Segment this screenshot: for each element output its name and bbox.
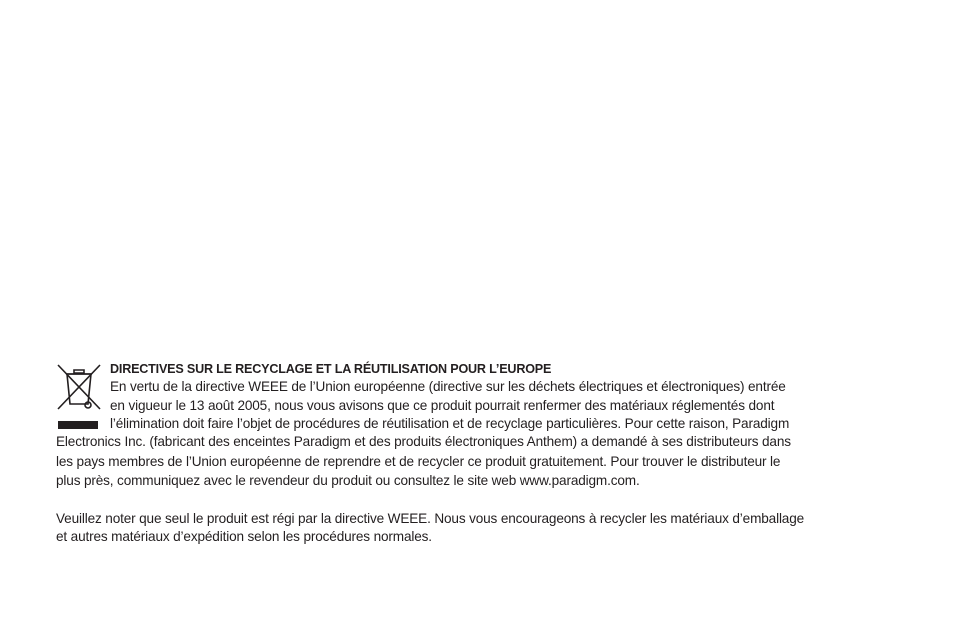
paragraph-line: Electronics Inc. (fabricant des enceintes Paradigm et des produits électroniques Anthem) a demandé à ses distributeurs dans	[56, 434, 791, 449]
paragraph-line: plus près, communiquez avec le revendeur du produit ou consultez le site web www.paradigm.com.	[56, 473, 640, 488]
paragraph-line: En vertu de la directive WEEE de l’Union européenne (directive sur les déchets électriques et électroniques) entrée	[110, 379, 786, 394]
crossed-out-wheelie-bin-icon	[55, 362, 103, 412]
section-title: DIRECTIVES SUR LE RECYCLAGE ET LA RÉUTILISATION POUR L’EUROPE	[110, 362, 552, 376]
paragraph-line: Veuillez noter que seul le produit est régi par la directive WEEE. Nous vous encourageons à recycler les matériaux d’emballage	[56, 511, 805, 526]
paragraph-line: les pays membres de l’Union européenne de reprendre et de recycler ce produit gratuitement. Pour trouver le distributeur le	[56, 454, 781, 469]
paragraph-line: l’élimination doit faire l’objet de procédures de réutilisation et de recyclage particulières. Pour cette raison, Paradigm	[110, 416, 790, 431]
paragraph-line: en vigueur le 13 août 2005, nous vous avisons que ce produit pourrait renfermer des matériaux réglementés dont	[110, 398, 775, 413]
separator-bar	[58, 421, 98, 429]
paragraph-line: et autres matériaux d’expédition selon les procédures normales.	[56, 529, 432, 544]
